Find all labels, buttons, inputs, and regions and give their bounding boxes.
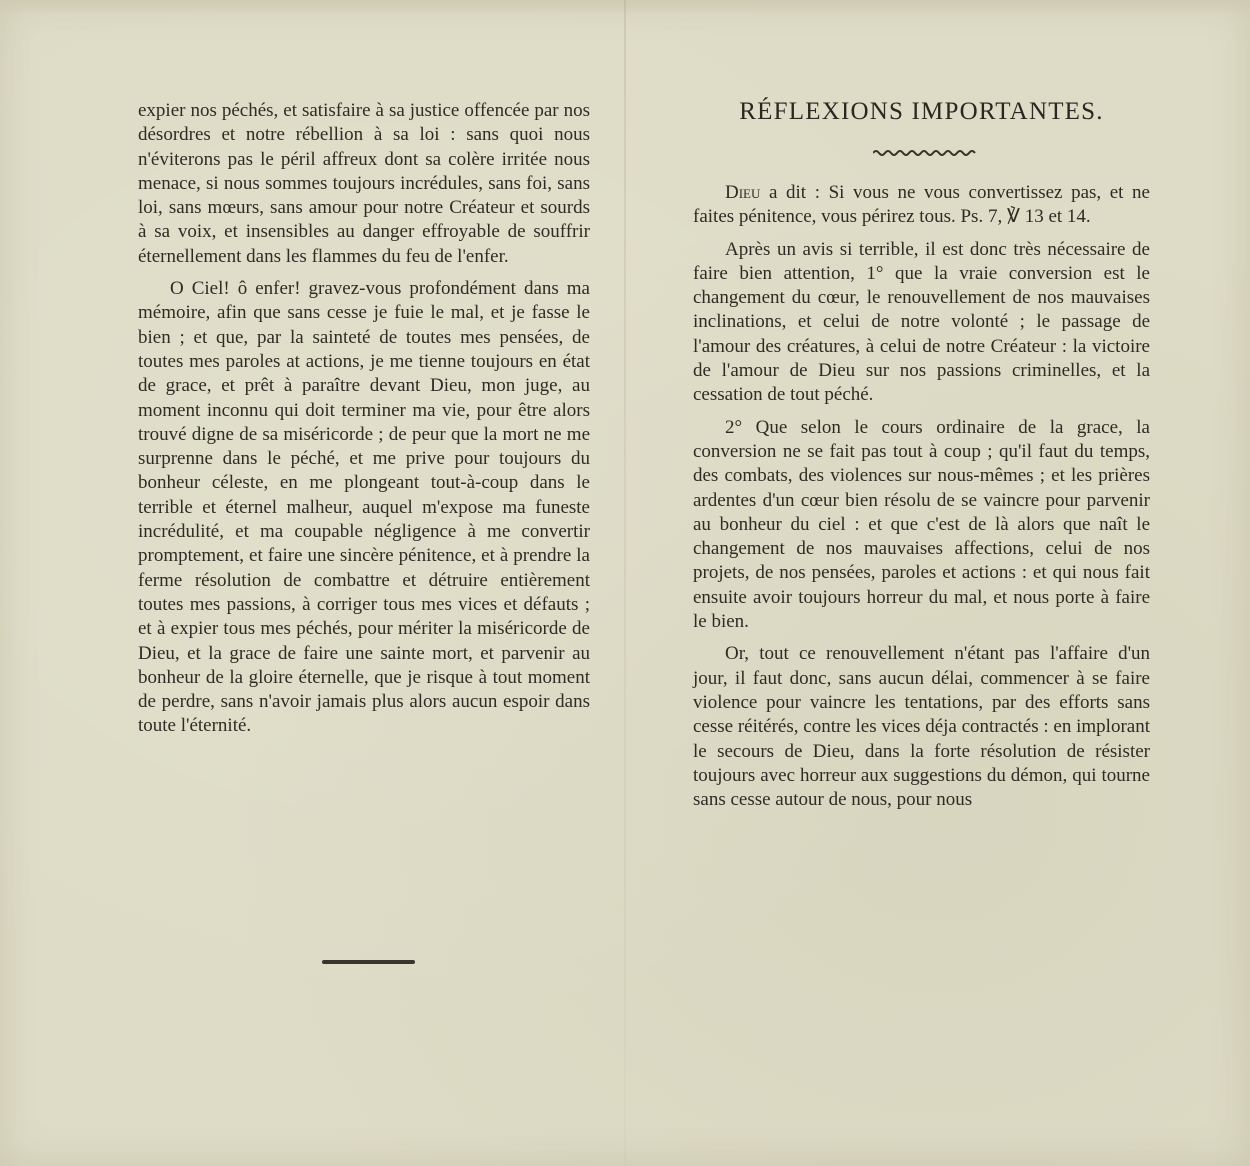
opening-word: Dieu: [725, 182, 761, 203]
right-paragraph-1: [693, 181, 1150, 230]
left-paragraph-1: expier nos péchés, et satisfaire à sa justice offencée par nos désordres et notre rébellion à sa loi : sans quoi nous n'éviterons pas le péril affreux dont sa colère irritée nous menace, si nous sommes toujours incrédules, sans foi, sans loi, sans mœurs, sans amour pour notre Créateur et sourds à sa voix, et insensibles au danger effroyable de souffrir éternellement dans les flammes du feu de l'enfer.: [138, 100, 590, 267]
page-title: RÉFLEXIONS IMPORTANTES.: [739, 98, 1104, 125]
end-rule-divider: [322, 960, 415, 964]
right-column: [693, 181, 1150, 820]
right-paragraph-3: 2° Que selon le cours ordinaire de la grace, la conversion ne se fait pas tout à coup ; qu'il faut du temps, des combats, des violences sur nous-mêmes ; et les prières ardentes d'un cœur bien résolu de se vaincre pour parvenir au bonheur du ciel : et que c'est de là alors que naît le changement de nos mauvaises affections, celui de nos projets, de nos pensées, paroles et actions : et qui nous fait ensuite avoir toujours horreur du mal, et nous porte à faire le bien.: [693, 416, 1150, 633]
center-fold: [624, 0, 626, 1166]
right-paragraph-2: Après un avis si terrible, il est donc très nécessaire de faire bien attention, 1° que la vraie conversion est le changement du cœur, le renouvellement de nos mauvaises inclinations, et celui de notre volonté ; le passage de l'amour des créatures, à celui de notre Créateur : la victoire de l'amour de Dieu sur nos passions criminelles, et la cessation de tout péché.: [693, 238, 1150, 406]
left-paragraph-2: O Ciel! ô enfer! gravez-vous profondément dans ma mémoire, afin que sans cesse je fuie le mal, et je fasse le bien ; et que, par la sainteté de toutes mes pensées, de toutes mes paroles at actions, je me tienne toujours en état de grace, et prêt à paraître devant Dieu, mon juge, au moment inconnu qui doit terminer ma vie, pour être alors trouvé digne de sa miséricorde ; de peur que la mort ne me surprenne dans le péché, et me prive pour toujours du bonheur céleste, en me plongeant tout-à-coup dans le terrible et éternel malheur, auquel m'expose ma funeste incrédulité, et ma coupable négligence à me convertir promptement, et faire une sincère pénitence, et à prendre la ferme résolution de combattre et détruire entièrement toutes mes passions, à corriger tous mes vices et défauts ; et à expier tous mes péchés, pour mériter la miséricorde de Dieu, et la grace de faire une sainte mort, et parvenir au bonheur de la gloire éternelle, que je risque à tout moment de perdre, sans n'avoir jamais plus alors aucun espoir dans toute l'éternité.: [138, 278, 590, 737]
right-paragraph-1-text: a dit : Si vous ne vous convertissez pas, et ne faites pénitence, vous périrez tous. Ps. 7, ℣ 13 et 14.: [693, 182, 1150, 228]
right-paragraph-4: Or, tout ce renouvellement n'étant pas l'affaire d'un jour, il faut donc, sans aucun délai, commencer à se faire violence pour vaincre les tentations, par des efforts sans cesse réitérés, contre les vices déja contractés : en implorant le secours de Dieu, dans la forte résolution de résister toujours avec horreur aux suggestions du démon, qui tourne sans cesse autour de nous, pour nous: [693, 643, 1150, 811]
left-column: [138, 99, 590, 747]
wavy-ornament-icon: [873, 148, 977, 158]
